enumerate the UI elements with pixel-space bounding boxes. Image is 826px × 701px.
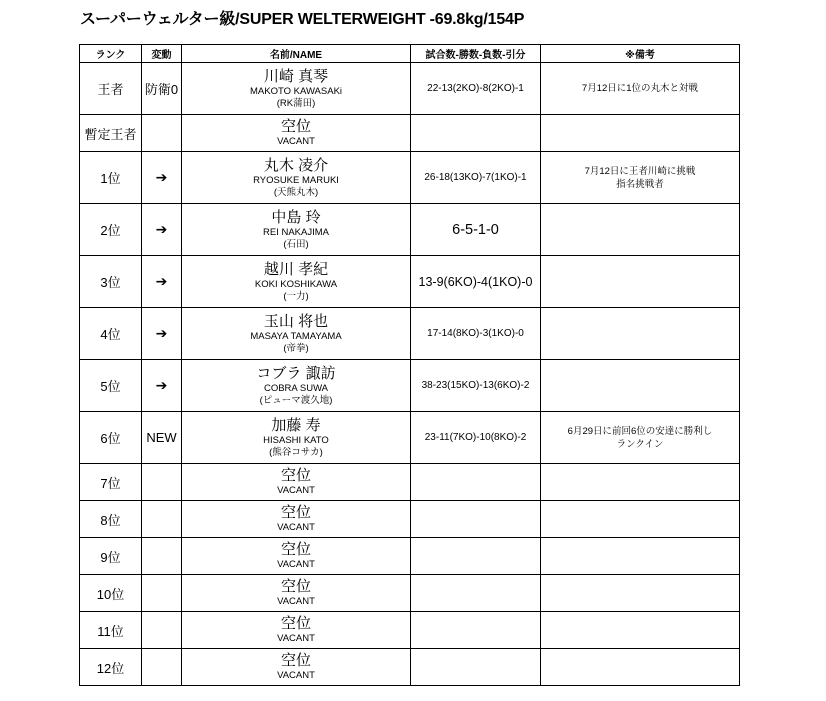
notes-cell bbox=[541, 256, 740, 308]
notes-line: 6月29日に前回6位の安達に勝利し bbox=[567, 425, 713, 437]
rank-cell: 王者 bbox=[80, 63, 142, 115]
notes-cell bbox=[541, 575, 740, 612]
name-english: VACANT bbox=[277, 136, 315, 147]
name-english: MASAYA TAMAYAMA bbox=[250, 330, 342, 342]
table-row bbox=[80, 412, 740, 464]
gym-name: (帝拳) bbox=[283, 342, 309, 354]
notes-line: 7月12日に王者川崎に挑戦 bbox=[584, 165, 696, 177]
record-cell: 13-9(6KO)-4(1KO)-0 bbox=[411, 256, 541, 308]
name-english: VACANT bbox=[277, 485, 315, 496]
name-japanese: 加藤 寿 bbox=[271, 416, 321, 434]
gym-name: (ピューマ渡久地) bbox=[259, 394, 333, 406]
name-japanese: 玉山 将也 bbox=[263, 312, 329, 330]
change-cell bbox=[142, 575, 182, 612]
record-cell bbox=[411, 501, 541, 538]
change-cell bbox=[142, 63, 182, 115]
table-row bbox=[80, 63, 740, 115]
gym-name: (一力) bbox=[283, 290, 309, 302]
rank-cell: 9位 bbox=[80, 538, 142, 575]
rank-cell: 暫定王者 bbox=[80, 115, 142, 152]
name-cell bbox=[182, 256, 411, 308]
name-japanese: 空位 bbox=[280, 578, 311, 595]
notes-line: ランクイン bbox=[616, 438, 664, 450]
record-cell bbox=[411, 575, 541, 612]
table-row bbox=[80, 115, 740, 152]
table-row bbox=[80, 538, 740, 575]
notes-cell bbox=[541, 538, 740, 575]
notes-cell bbox=[541, 612, 740, 649]
notes-cell bbox=[541, 649, 740, 686]
gym-name: (RK蒲田) bbox=[276, 97, 316, 109]
name-cell bbox=[182, 612, 411, 649]
rank-cell: 6位 bbox=[80, 412, 142, 464]
name-cell bbox=[182, 538, 411, 575]
arrow-right-icon bbox=[142, 152, 182, 204]
ranking-table bbox=[79, 44, 740, 686]
header-rank: ランク bbox=[80, 45, 142, 63]
arrow-right-icon bbox=[142, 308, 182, 360]
name-english: COBRA SUWA bbox=[263, 382, 329, 394]
table-row bbox=[80, 649, 740, 686]
name-cell bbox=[182, 412, 411, 464]
table-row bbox=[80, 612, 740, 649]
table-row bbox=[80, 308, 740, 360]
name-english: VACANT bbox=[277, 670, 315, 681]
rank-cell: 7位 bbox=[80, 464, 142, 501]
change-value: ➔ bbox=[155, 377, 168, 393]
name-cell bbox=[182, 115, 411, 152]
change-cell bbox=[142, 538, 182, 575]
header-notes: ※備考 bbox=[541, 45, 740, 63]
header-record: 試合数-勝数-負数-引分 bbox=[411, 45, 541, 63]
page-title: スーパーウェルター級/SUPER WELTERWEIGHT -69.8kg/154P bbox=[80, 11, 525, 28]
change-value: ➔ bbox=[155, 273, 168, 289]
notes-line: 指名挑戦者 bbox=[616, 178, 664, 190]
name-cell bbox=[182, 63, 411, 115]
notes-cell bbox=[541, 63, 740, 115]
name-cell bbox=[182, 204, 411, 256]
name-cell bbox=[182, 464, 411, 501]
record-cell: 17-14(8KO)-3(1KO)-0 bbox=[411, 308, 541, 360]
name-japanese: 越川 孝紀 bbox=[263, 260, 329, 278]
name-japanese: 中島 玲 bbox=[271, 208, 321, 226]
notes-cell bbox=[541, 501, 740, 538]
table-row bbox=[80, 501, 740, 538]
name-cell bbox=[182, 152, 411, 204]
table-row bbox=[80, 204, 740, 256]
gym-name: (石田) bbox=[283, 238, 309, 250]
change-cell bbox=[142, 115, 182, 152]
table-row bbox=[80, 152, 740, 204]
name-english: VACANT bbox=[277, 596, 315, 607]
name-japanese: 空位 bbox=[280, 467, 311, 484]
name-english: REI NAKAJIMA bbox=[263, 226, 329, 238]
rank-cell: 12位 bbox=[80, 649, 142, 686]
name-japanese: 空位 bbox=[280, 118, 311, 135]
change-value: NEW bbox=[146, 430, 177, 445]
notes-cell bbox=[541, 115, 740, 152]
gym-name: (熊谷コサカ) bbox=[269, 446, 323, 458]
header-change: 変動 bbox=[142, 45, 182, 63]
name-english: HISASHI KATO bbox=[263, 434, 329, 446]
name-english: RYOSUKE MARUKI bbox=[253, 174, 339, 186]
record-cell bbox=[411, 115, 541, 152]
arrow-right-icon bbox=[142, 204, 182, 256]
change-value: ➔ bbox=[155, 221, 168, 237]
notes-cell bbox=[541, 308, 740, 360]
name-japanese: 丸木 凌介 bbox=[263, 156, 329, 174]
record-cell: 6-5-1-0 bbox=[411, 204, 541, 256]
name-japanese: 空位 bbox=[280, 652, 311, 669]
name-english: VACANT bbox=[277, 559, 315, 570]
record-cell: 26-18(13KO)-7(1KO)-1 bbox=[411, 152, 541, 204]
name-cell bbox=[182, 360, 411, 412]
arrow-right-icon bbox=[142, 360, 182, 412]
table-row bbox=[80, 575, 740, 612]
name-cell bbox=[182, 501, 411, 538]
change-value: ➔ bbox=[155, 325, 168, 341]
table-row bbox=[80, 256, 740, 308]
name-japanese: 空位 bbox=[280, 504, 311, 521]
rank-cell: 5位 bbox=[80, 360, 142, 412]
record-cell: 23-11(7KO)-10(8KO)-2 bbox=[411, 412, 541, 464]
change-cell bbox=[142, 649, 182, 686]
notes-cell bbox=[541, 464, 740, 501]
name-cell bbox=[182, 649, 411, 686]
record-cell: 22-13(2KO)-8(2KO)-1 bbox=[411, 63, 541, 115]
notes-cell bbox=[541, 204, 740, 256]
table-row bbox=[80, 464, 740, 501]
record-cell bbox=[411, 464, 541, 501]
notes-line: 7月12日に1位の丸木と対戦 bbox=[581, 83, 699, 94]
change-value: 防衛0 bbox=[144, 82, 179, 97]
table-row bbox=[80, 360, 740, 412]
name-japanese: 川崎 真琴 bbox=[263, 67, 329, 85]
name-english: MAKOTO KAWASAKi bbox=[249, 85, 343, 97]
gym-name: (天熊丸木) bbox=[273, 186, 319, 198]
arrow-right-icon bbox=[142, 256, 182, 308]
table-header-row bbox=[80, 45, 740, 63]
change-value: ➔ bbox=[155, 169, 168, 185]
name-english: VACANT bbox=[277, 522, 315, 533]
rank-cell: 2位 bbox=[80, 204, 142, 256]
change-cell bbox=[142, 464, 182, 501]
name-japanese: コブラ 諏訪 bbox=[256, 364, 336, 382]
change-cell bbox=[142, 612, 182, 649]
change-cell bbox=[142, 501, 182, 538]
name-cell bbox=[182, 575, 411, 612]
name-english: KOKI KOSHIKAWA bbox=[254, 278, 338, 290]
rank-cell: 11位 bbox=[80, 612, 142, 649]
header-name: 名前/NAME bbox=[182, 45, 411, 63]
notes-cell bbox=[541, 152, 740, 204]
rank-cell: 3位 bbox=[80, 256, 142, 308]
name-japanese: 空位 bbox=[280, 615, 311, 632]
name-japanese: 空位 bbox=[280, 541, 311, 558]
name-cell bbox=[182, 308, 411, 360]
rank-cell: 8位 bbox=[80, 501, 142, 538]
record-cell: 38-23(15KO)-13(6KO)-2 bbox=[411, 360, 541, 412]
record-cell bbox=[411, 538, 541, 575]
rank-cell: 4位 bbox=[80, 308, 142, 360]
name-english: VACANT bbox=[277, 633, 315, 644]
notes-cell bbox=[541, 360, 740, 412]
record-cell bbox=[411, 649, 541, 686]
change-cell bbox=[142, 412, 182, 464]
record-cell bbox=[411, 612, 541, 649]
rank-cell: 1位 bbox=[80, 152, 142, 204]
notes-cell bbox=[541, 412, 740, 464]
rank-cell: 10位 bbox=[80, 575, 142, 612]
